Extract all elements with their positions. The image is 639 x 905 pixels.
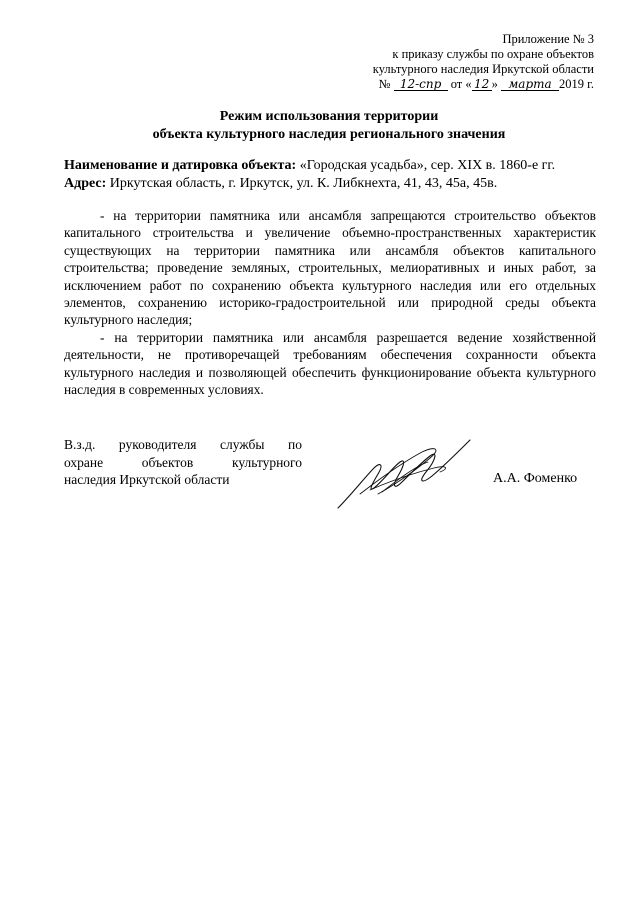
object-name-row (64, 157, 598, 175)
object-name-label: Наименование и датировка объекта: (64, 158, 297, 173)
appendix-authority: культурного наследия Иркутской области (372, 62, 594, 76)
appendix-number: Приложение № 3 (502, 32, 594, 46)
order-number-prefix: № (378, 77, 391, 91)
object-address-row (64, 175, 598, 193)
usage-rules (64, 207, 596, 398)
order-number-date (373, 77, 594, 92)
signatory-name: А.А. Фоменко (493, 471, 578, 486)
object-info (64, 157, 598, 193)
signatory-position-line-1: В.з.д. руководителя службы по (64, 437, 302, 452)
signatory-position-line-3: наследия Иркутской области (64, 472, 230, 487)
object-name-value: «Городская усадьба», сер. XIX в. 1860-е гг. (299, 158, 556, 173)
signatory-position (64, 436, 302, 489)
order-date-from: от « (450, 77, 472, 91)
rule-paragraph-prohibitions: - на территории памятника или ансамбля запрещаются строительство объектов капитального строительства и увеличение объемно-пространственных характеристик существующих на территории памятника или ансамбля объектов капитального строительства; проведение земляных, строительных, мелиоративных и иных работ, за исключением работ по сохранению объекта культурного наследия или его отдельных элементов, сохранению историко-градостроительной или природной среды объекта культурного наследия; (64, 208, 596, 328)
appendix-order-ref: к приказу службы по охране объектов (392, 47, 594, 61)
title-line-1: Режим использования территории (219, 109, 439, 124)
object-address-label: Адрес: (64, 176, 107, 191)
handwritten-signature (330, 432, 480, 512)
order-number-handwritten: 12-спр (394, 78, 448, 91)
rule-paragraph-permissions: - на территории памятника или ансамбля разрешается ведение хозяйственной деятельности, не противоречащей требованиям обеспечения сохранности объекта культурного наследия и позволяющей обеспечить функционирование объекта культурного наследия в современных условиях. (64, 329, 596, 398)
order-month-handwritten: марта (501, 78, 559, 91)
title-line-2: объекта культурного наследия регионального значения (152, 127, 506, 142)
object-address-value: Иркутская область, г. Иркутск, ул. К. Либкнехта, 41, 43, 45а, 45в. (109, 176, 498, 191)
order-year: 2019 г. (559, 77, 594, 91)
signatory-position-line-2: охране объектов культурного (64, 454, 302, 470)
order-day-handwritten: 12 (472, 78, 492, 91)
document-title (64, 108, 594, 144)
order-date-quote: » (491, 77, 498, 91)
appendix-header (373, 32, 594, 92)
